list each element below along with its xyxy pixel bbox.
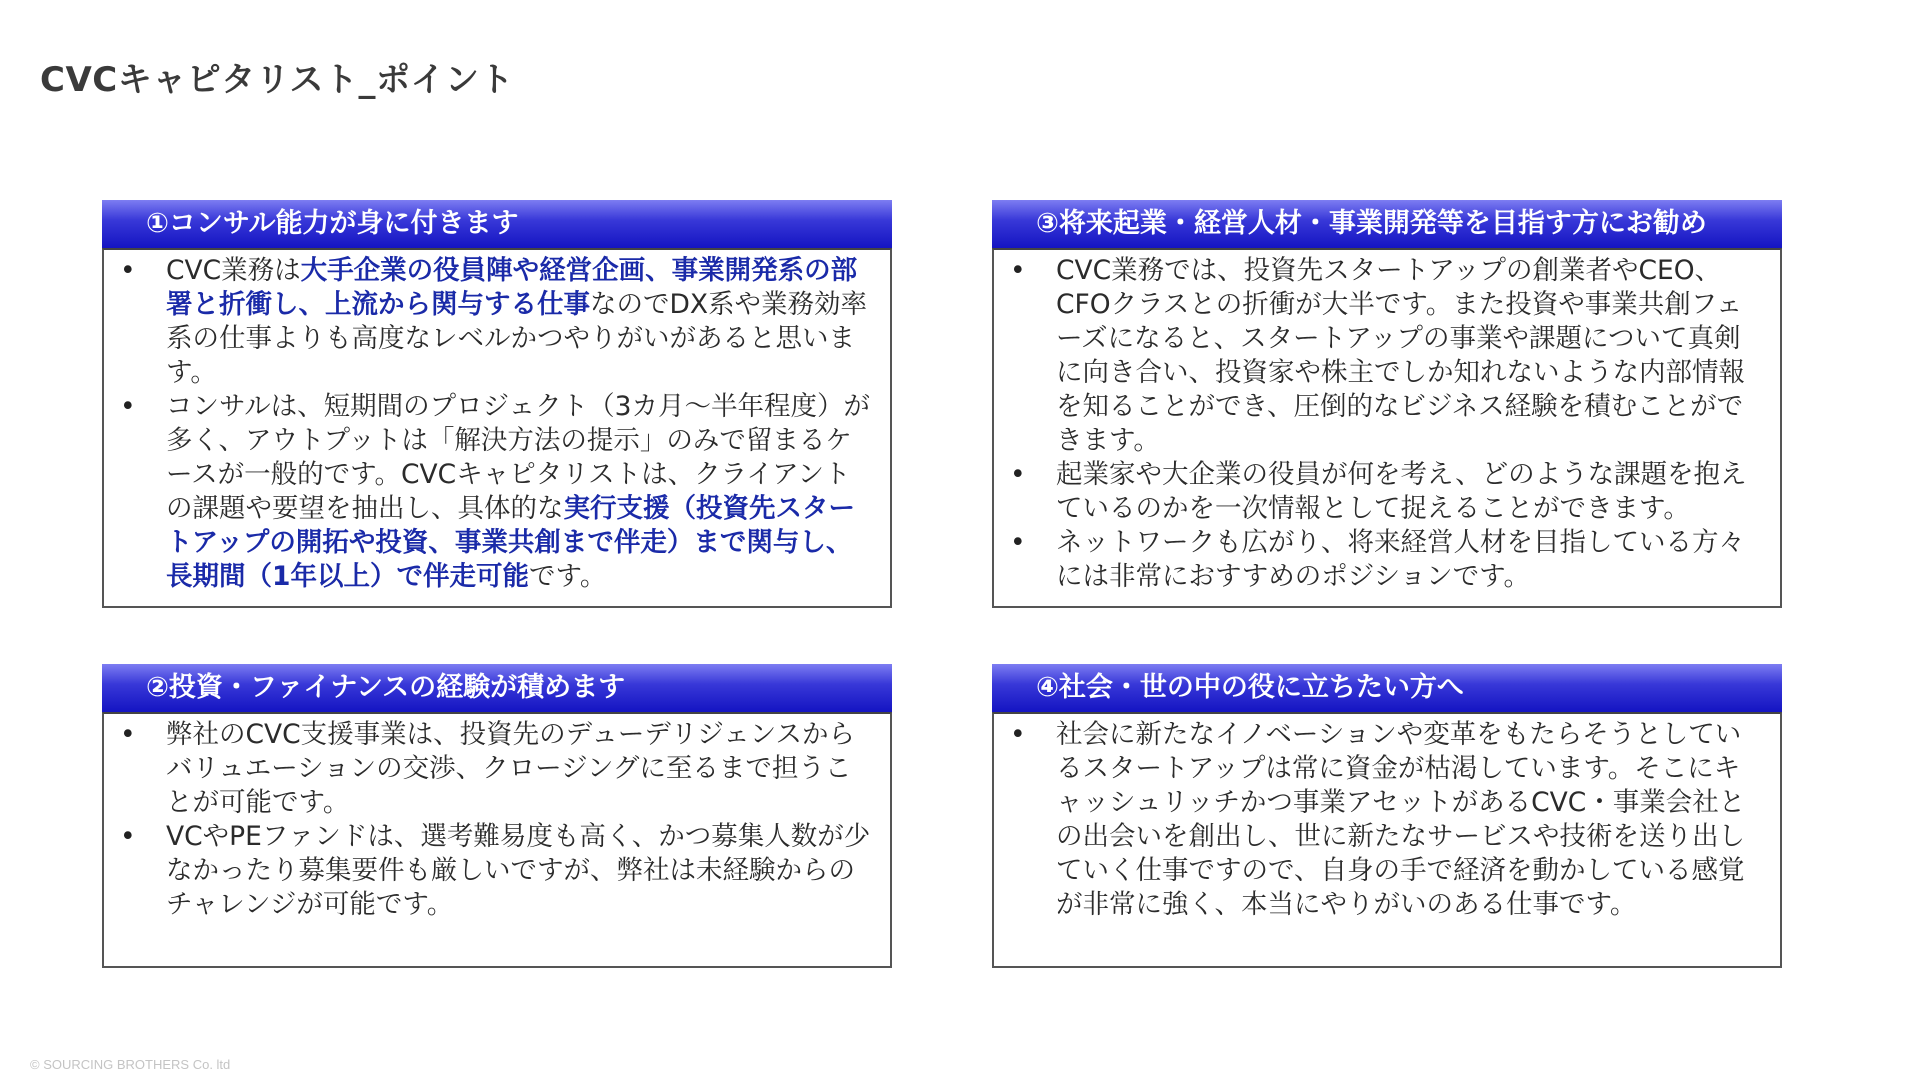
bullet-item: • 起業家や大企業の役員が何を考え、どのような課題を抱えているのかを一次情報として捉えることができます。 [1004, 458, 1762, 526]
panel-body [102, 248, 892, 608]
bullet-item: • CVC業務では、投資先スタートアップの創業者やCEO、CFOクラスとの折衝が大半です。また投資や事業共創フェーズになると、スタートアップの事業や課題について真剣に向き合い、投資家や株主でしか知れないような内部情報を知ることができ、圧倒的なビジネス経験を積むことができます。 [1004, 254, 1762, 458]
panel-body [992, 712, 1782, 968]
panel-consulting-skills [102, 200, 892, 608]
panel-social-contribution [992, 664, 1782, 968]
bullet-item [114, 390, 872, 594]
bullet-text: なのでDX系や業務効率系の仕事よりも高度なレベルかつやりがいがあると思います。 [166, 289, 868, 388]
panel-header: ④社会・世の中の役に立ちたい方へ [992, 664, 1782, 712]
bullet-text: です。 [528, 561, 607, 592]
panel-header: ①コンサル能力が身に付きます [102, 200, 892, 248]
bullet-text: コンサルは、短期間のプロジェクト（3カ月～半年程度）が多く、アウトプットは「解決方法の提示」のみで留まるケースが一般的です。CVCキャピタリストは、クライアントの課題や要望を抽出し、具体的な [166, 391, 871, 524]
bullet-list [1004, 718, 1762, 922]
panel-body [992, 248, 1782, 608]
panel-future-entrepreneurs [992, 200, 1782, 608]
bullet-list [1004, 254, 1762, 594]
slide-title: CVCキャピタリスト_ポイント [40, 60, 515, 100]
bullet-item: • ネットワークも広がり、将来経営人材を目指している方々には非常におすすめのポジションです。 [1004, 526, 1762, 594]
panel-body [102, 712, 892, 968]
bullet-list [114, 254, 872, 594]
copyright-footer: © SOURCING BROTHERS Co. ltd [30, 1057, 231, 1072]
bullet-item: • 弊社のCVC支援事業は、投資先のデューデリジェンスからバリュエーションの交渉、クロージングに至るまで担うことが可能です。 [114, 718, 872, 820]
highlighted-text: 大手企業の役員陣や経営企画、事業開発系の部署と折衝し、上流から関与する仕事 [166, 255, 858, 320]
bullet-item: • 社会に新たなイノベーションや変革をもたらそうとしているスタートアップは常に資金が枯渇しています。そこにキャッシュリッチかつ事業アセットがあるCVC・事業会社との出会いを創出し、世に新たなサービスや技術を送り出していく仕事ですので、自身の手で経済を動かしている感覚が非常に強く、本当にやりがいのある仕事です。 [1004, 718, 1762, 922]
bullet-item [114, 254, 872, 390]
panel-header: ③将来起業・経営人材・事業開発等を目指す方にお勧め [992, 200, 1782, 248]
highlighted-text: 実行支援（投資先スタートアップの開拓や投資、事業共創まで伴走）まで関与し、長期間（1年以上）で伴走可能 [166, 493, 855, 592]
bullet-text: CVC業務は [166, 255, 301, 286]
panel-investment-finance [102, 664, 892, 968]
bullet-item: • VCやPEファンドは、選考難易度も高く、かつ募集人数が少なかったり募集要件も厳しいですが、弊社は未経験からのチャレンジが可能です。 [114, 820, 872, 922]
bullet-list [114, 718, 872, 922]
panel-header: ②投資・ファイナンスの経験が積めます [102, 664, 892, 712]
